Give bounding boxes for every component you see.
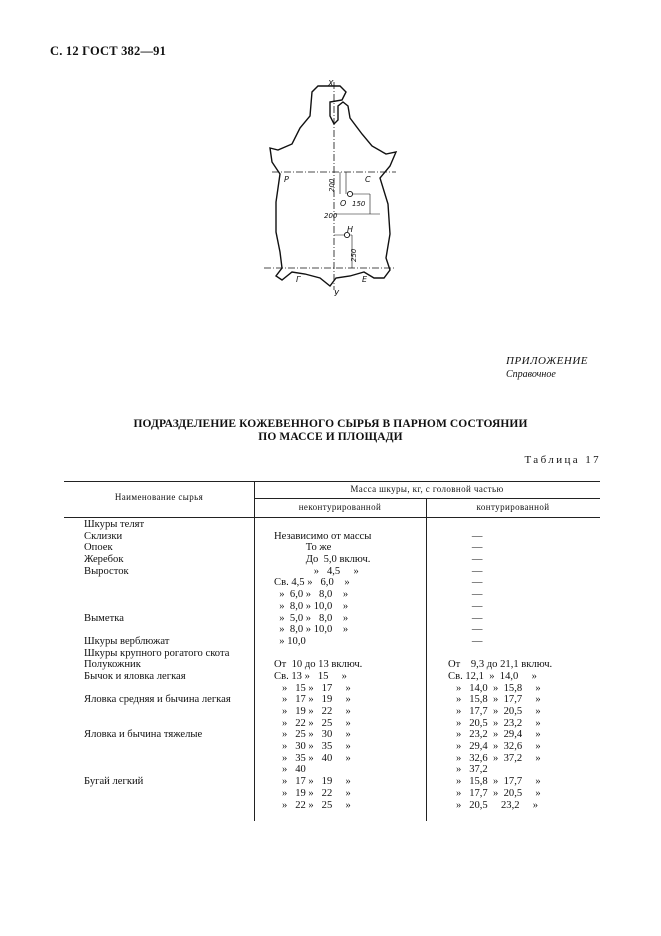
row-noncontoured-mass: » 15 » 17 » [274, 682, 351, 694]
table-row [64, 729, 600, 741]
document-title [60, 418, 601, 444]
table-top-rule [64, 481, 600, 482]
row-noncontoured-mass: » 8,0 » 10,0 » [274, 600, 349, 612]
row-noncontoured-mass: » 6,0 » 8,0 » [274, 589, 349, 601]
row-name: Выросток [84, 565, 129, 577]
row-noncontoured-mass: » 4,5 » [274, 565, 359, 577]
row-contoured-mass: От 9,3 до 21,1 включ. [448, 659, 553, 671]
row-contoured-mass: — [448, 612, 483, 624]
table-row [64, 589, 600, 601]
row-contoured-mass: — [448, 542, 483, 554]
table-row [64, 624, 600, 636]
table-label: Таблица 17 [524, 454, 601, 466]
table-row [64, 636, 600, 648]
row-noncontoured-mass: » 30 » 35 » [274, 741, 351, 753]
row-name: Склизки [84, 530, 123, 542]
row-contoured-mass: » 15,8 » 17,7 » [448, 694, 541, 706]
table-row [64, 764, 600, 776]
row-name: Выметка [84, 612, 124, 624]
row-noncontoured-mass: » 19 » 22 » [274, 706, 351, 717]
appendix-title: ПРИЛОЖЕНИЕ [506, 355, 588, 367]
row-noncontoured-mass: » 22 » 25 » [274, 799, 351, 811]
table-row [64, 519, 600, 531]
header-contoured: контурированной [476, 502, 550, 512]
row-noncontoured-mass: » 22 » 25 » [274, 717, 351, 729]
table-body [64, 519, 600, 811]
table-header-bottom-rule [64, 517, 600, 518]
label-e: Е [362, 275, 368, 284]
table-row [64, 753, 600, 765]
row-noncontoured-mass: До 5,0 включ. [274, 554, 371, 566]
row-contoured-mass: — [448, 577, 483, 589]
table-row [64, 776, 600, 788]
header-noncontoured: неконтурированной [298, 502, 382, 512]
row-contoured-mass: » 20,5 » 23,2 » [448, 717, 541, 729]
row-name: Шкуры верблюжат [84, 635, 170, 647]
table-row [64, 601, 600, 613]
label-x: X [328, 79, 334, 88]
label-p: Р [284, 175, 289, 184]
table-row [64, 531, 600, 543]
point-o [347, 191, 352, 196]
row-name: Полукожник [84, 659, 141, 671]
table-header-mid-rule [254, 498, 600, 499]
label-c: С [365, 175, 371, 184]
row-contoured-mass: » 15,8 » 17,7 » [448, 776, 541, 788]
dim-250: 250 [350, 248, 358, 262]
dim-200-horizontal: 200 [324, 212, 338, 220]
table-row [64, 706, 600, 718]
row-name: Шкуры телят [84, 519, 145, 530]
row-name: Бугай легкий [84, 776, 144, 788]
row-contoured-mass: Св. 12,1 » 14,0 » [448, 670, 537, 682]
row-noncontoured-mass: » 25 » 30 » [274, 729, 351, 741]
table-row [64, 741, 600, 753]
label-y: У [334, 289, 339, 298]
row-contoured-mass: — [448, 565, 483, 577]
header-mass: Масса шкуры, кг, с головной частью [350, 484, 504, 494]
row-name: Опоек [84, 542, 113, 554]
row-contoured-mass: » 20,5 23,2 » [448, 799, 539, 811]
table-row [64, 718, 600, 730]
appendix-note [506, 354, 588, 382]
row-noncontoured-mass: » 40 [274, 764, 306, 776]
row-contoured-mass: » 17,7 » 20,5 » [448, 787, 541, 799]
table-row [64, 671, 600, 683]
header-name: Наименование сырья [114, 492, 204, 502]
row-name: Жеребок [84, 554, 124, 566]
table-row [64, 648, 600, 660]
row-noncontoured-mass: От 10 до 13 включ. [274, 659, 363, 671]
row-noncontoured-mass: » 8,0 » 10,0 » [274, 624, 349, 636]
row-noncontoured-mass: Независимо от массы [274, 530, 372, 542]
raw-material-table [64, 481, 600, 821]
label-o: O [340, 199, 347, 208]
row-noncontoured-mass: » 17 » 19 » [274, 694, 351, 706]
row-noncontoured-mass: Св. 4,5 » 6,0 » [274, 577, 350, 589]
row-name: Яловка средняя и бычина легкая [84, 694, 231, 706]
table-row [64, 800, 600, 812]
table-row [64, 613, 600, 625]
row-contoured-mass: » 17,7 » 20,5 » [448, 706, 541, 717]
row-contoured-mass: — [448, 554, 483, 566]
document-title-line-1: ПОДРАЗДЕЛЕНИЕ КОЖЕВЕННОГО СЫРЬЯ В ПАРНОМ СОСТОЯНИИ [133, 418, 528, 430]
row-noncontoured-mass: » 5,0 » 8,0 » [274, 612, 349, 624]
page-header: С. 12 ГОСТ 382—91 [50, 44, 167, 58]
row-contoured-mass: » 29,4 » 32,6 » [448, 741, 541, 753]
row-noncontoured-mass: » 35 » 40 » [274, 752, 351, 764]
row-contoured-mass: » 14,0 » 15,8 » [448, 682, 541, 694]
hide-diagram [250, 72, 420, 302]
table-row [64, 566, 600, 578]
row-noncontoured-mass: » 10,0 [274, 635, 306, 647]
row-noncontoured-mass: » 19 » 22 » [274, 787, 351, 799]
label-h: Н [347, 225, 354, 234]
table-row [64, 788, 600, 800]
label-g: Г [296, 275, 301, 284]
table-row [64, 554, 600, 566]
row-contoured-mass: — [448, 624, 483, 636]
table-row [64, 542, 600, 554]
appendix-subtitle: Справочное [506, 369, 556, 380]
row-contoured-mass: » 32,6 » 37,2 » [448, 752, 541, 764]
row-name: Бычок и яловка легкая [84, 670, 186, 682]
row-noncontoured-mass: Св. 13 » 15 » [274, 670, 347, 682]
table-row [64, 694, 600, 706]
row-contoured-mass: » 23,2 » 29,4 » [448, 729, 541, 741]
row-contoured-mass: » 37,2 [448, 764, 488, 776]
row-noncontoured-mass: То же [274, 542, 332, 554]
dim-150: 150 [352, 200, 366, 208]
dim-200-vertical: 200 [328, 178, 336, 192]
table-row [64, 659, 600, 671]
row-contoured-mass: — [448, 635, 483, 647]
row-name: Яловка и бычина тяжелые [84, 729, 203, 741]
row-noncontoured-mass: » 17 » 19 » [274, 776, 351, 788]
row-name: Шкуры крупного рогатого скота [84, 647, 230, 659]
row-contoured-mass: — [448, 589, 483, 601]
table-row [64, 683, 600, 695]
table-row [64, 577, 600, 589]
row-contoured-mass: — [448, 530, 483, 542]
row-contoured-mass: — [448, 600, 483, 612]
document-title-line-2: ПО МАССЕ И ПЛОЩАДИ [258, 431, 403, 443]
